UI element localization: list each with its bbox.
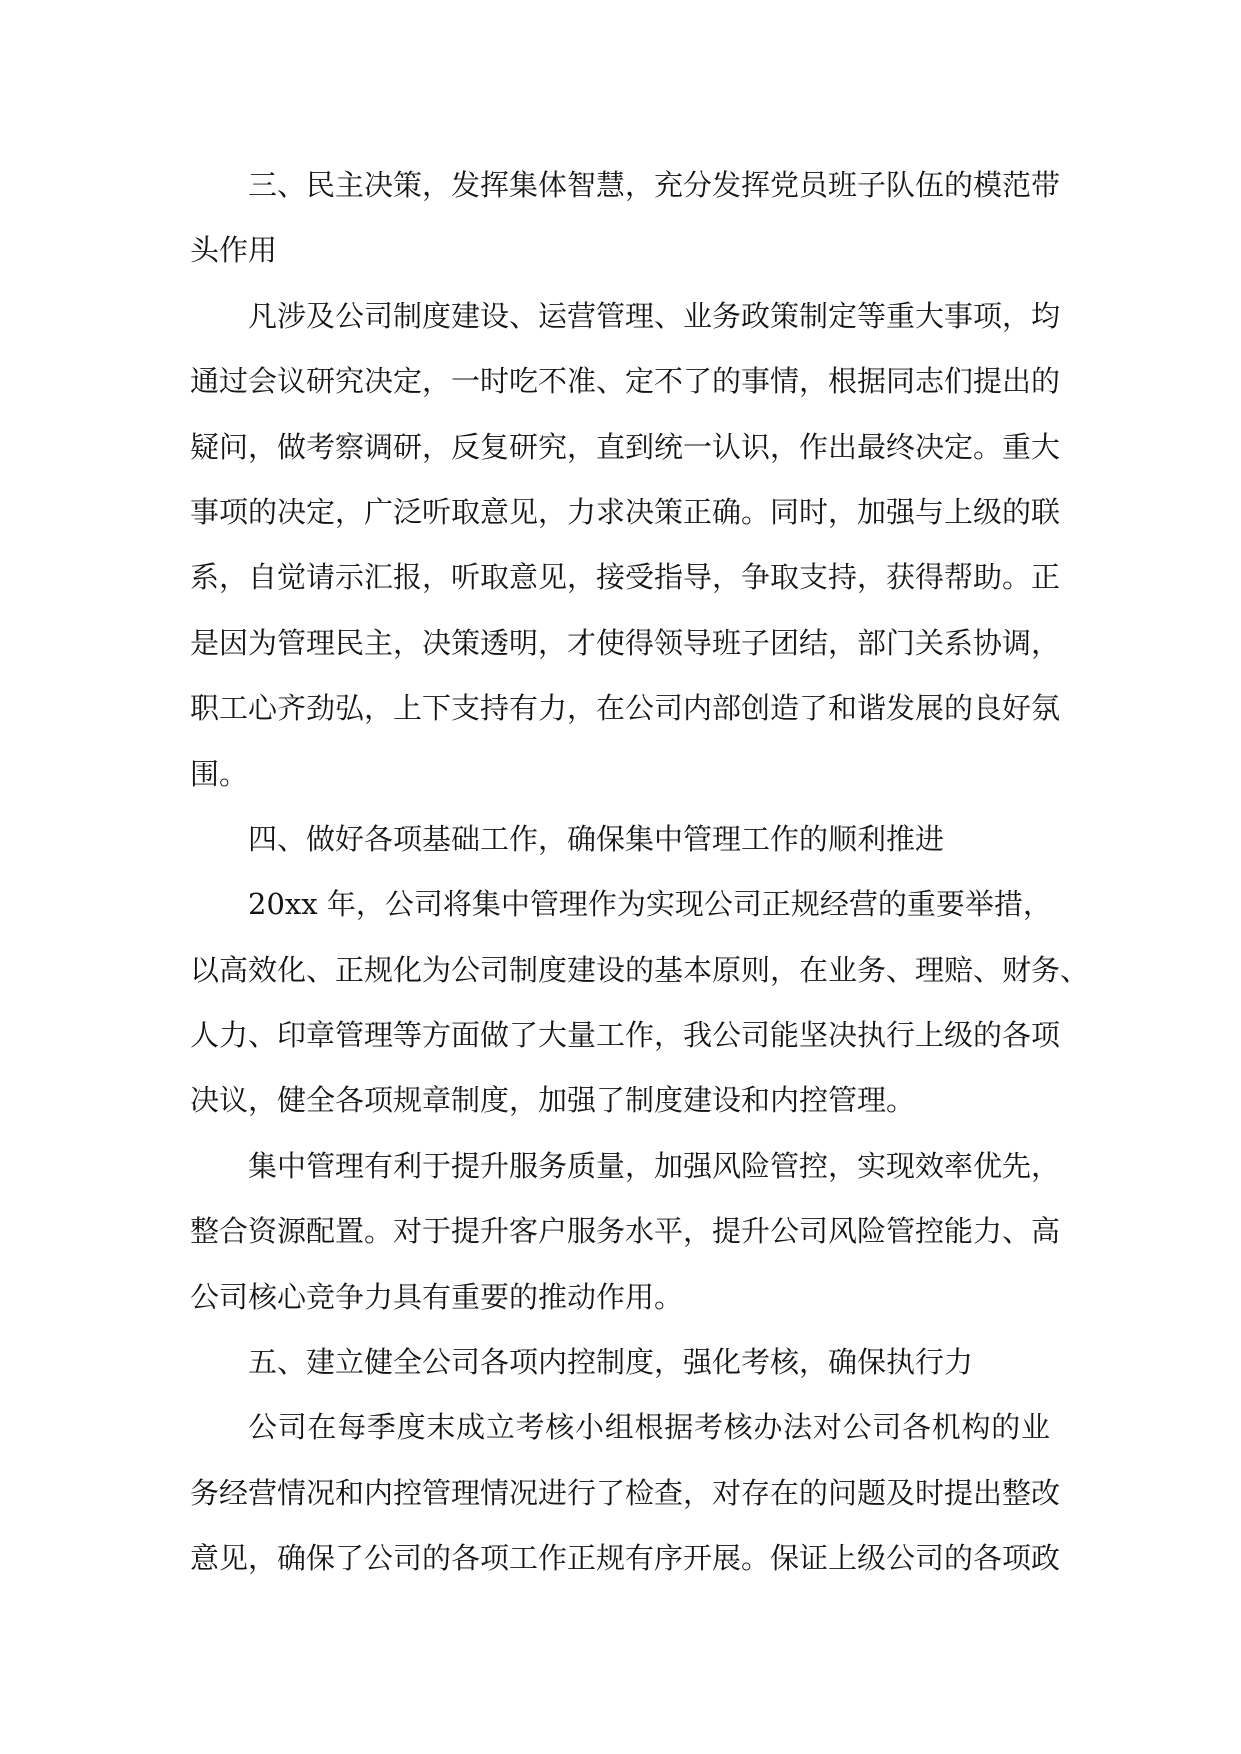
paragraph-line: 系，自觉请示汇报，听取意见，接受指导，争取支持，获得帮助。正: [190, 560, 1061, 595]
paragraph-line: 以高效化、正规化为公司制度建设的基本原则，在业务、理赔、财务、: [190, 952, 1090, 987]
section-heading-3-line-1: 三、民主决策，发挥集体智慧，充分发挥党员班子队伍的模范带: [248, 168, 1061, 202]
paragraph-line: 围。: [190, 756, 249, 791]
paragraph-line: 公司在每季度末成立考核小组根据考核办法对公司各机构的业: [248, 1410, 1050, 1445]
paragraph-line: 是因为管理民主，决策透明，才使得领导班子团结，部门关系协调，: [190, 625, 1061, 660]
paragraph-line: 公司核心竞争力具有重要的推动作用。: [190, 1279, 684, 1314]
paragraph-line: 务经营情况和内控管理情况进行了检查，对存在的问题及时提出整改: [190, 1475, 1061, 1510]
paragraph-line: 集中管理有利于提升服务质量，加强风险管控，实现效率优先，: [248, 1148, 1061, 1183]
paragraph-line: 意见，确保了公司的各项工作正规有序开展。保证上级公司的各项政: [190, 1541, 1061, 1576]
section-heading-4: 四、做好各项基础工作，确保集中管理工作的顺利推进: [248, 821, 945, 856]
paragraph-line: 决议，健全各项规章制度，加强了制度建设和内控管理。: [190, 1083, 916, 1118]
paragraph-line: 20xx 年，公司将集中管理作为实现公司正规经营的重要举措，: [248, 887, 1052, 922]
paragraph-line: 事项的决定，广泛听取意见，力求决策正确。同时，加强与上级的联: [190, 494, 1061, 529]
section-heading-3-line-2: 头作用: [190, 233, 278, 268]
section-heading-5: 五、建立健全公司各项内控制度，强化考核，确保执行力: [248, 1345, 974, 1380]
paragraph-line: 通过会议研究决定，一时吃不准、定不了的事情，根据同志们提出的: [190, 364, 1061, 399]
paragraph-line: 人力、印章管理等方面做了大量工作，我公司能坚决执行上级的各项: [190, 1018, 1061, 1053]
paragraph-line: 整合资源配置。对于提升客户服务水平，提升公司风险管控能力、高: [190, 1214, 1061, 1249]
paragraph-line: 凡涉及公司制度建设、运营管理、业务政策制定等重大事项，均: [248, 298, 1061, 333]
paragraph-line: 职工心齐劲弘，上下支持有力，在公司内部创造了和谐发展的良好氛: [190, 691, 1061, 726]
document-body: [190, 153, 1090, 1592]
paragraph-line: 疑问，做考察调研，反复研究，直到统一认识，作出最终决定。重大: [190, 429, 1061, 464]
